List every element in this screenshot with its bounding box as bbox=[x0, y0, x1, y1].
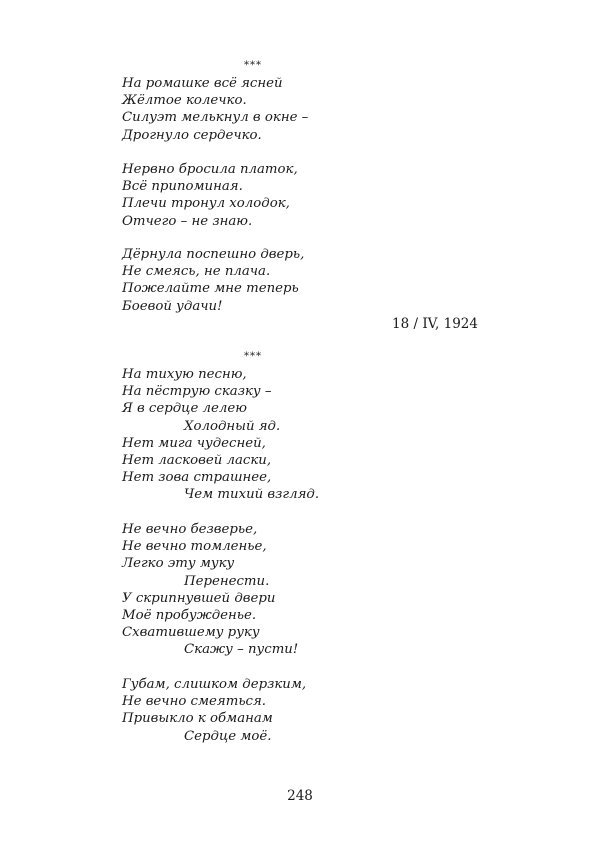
poem-line: Нет зова страшнее, bbox=[122, 470, 272, 486]
poem-line: Дёрнула поспешно дверь, bbox=[122, 247, 305, 262]
poem-line: Силуэт мелькнул в окне – bbox=[122, 110, 309, 126]
poem2-stanza-3 bbox=[122, 676, 306, 745]
poem-line: На пёструю сказку – bbox=[122, 384, 272, 400]
poem-line: Чем тихий взгляд. bbox=[184, 487, 320, 503]
poem-line: Привыкло к обманам bbox=[122, 711, 273, 727]
poem-line: Губам, слишком дерзким, bbox=[122, 677, 307, 692]
poem-date: 18 / IV, 1924 bbox=[392, 316, 478, 332]
poem-line: Нет ласковей ласки, bbox=[122, 453, 272, 469]
poem-separator: *** bbox=[244, 60, 262, 71]
poem-line: Перенести. bbox=[184, 573, 270, 589]
poem-line: Не вечно томленье, bbox=[122, 539, 267, 555]
poem-line: Моё пробужденье. bbox=[122, 608, 257, 624]
poem2-stanza-2 bbox=[122, 521, 298, 659]
poem-line: Не вечно безверье, bbox=[122, 522, 258, 537]
poem-line: Плечи тронул холодок, bbox=[122, 196, 290, 212]
poem-line: У скрипнувшей двери bbox=[122, 590, 276, 606]
poem1-stanza-3 bbox=[122, 246, 304, 315]
page-number: 248 bbox=[287, 788, 313, 804]
poem-line: Пожелайте мне теперь bbox=[122, 281, 299, 297]
poem-line: Сердце моё. bbox=[184, 728, 272, 744]
poem1-stanza-2 bbox=[122, 161, 298, 230]
poem-line: Не смеясь, не плача. bbox=[122, 264, 271, 280]
poem-line: Отчего – не знаю. bbox=[122, 213, 253, 229]
poem2-stanza-1 bbox=[122, 366, 319, 504]
poem-line: Холодный яд. bbox=[184, 418, 281, 434]
poem-line: Схватившему руку bbox=[122, 625, 260, 641]
poem-line: Дрогнуло сердечко. bbox=[122, 127, 262, 143]
poem-line: Не вечно смеяться. bbox=[122, 694, 267, 710]
poem-line: На ромашке всё ясней bbox=[122, 76, 283, 91]
poem1-stanza-1 bbox=[122, 75, 308, 144]
poem-line: Легко эту муку bbox=[122, 556, 235, 572]
poem-line: Боевой удачи! bbox=[122, 298, 223, 314]
poem-line: Скажу – пусти! bbox=[184, 642, 299, 658]
poem-line: На тихую песню, bbox=[122, 367, 247, 382]
poem-line: Нервно бросила платок, bbox=[122, 162, 298, 177]
poem-line: Всё припоминая. bbox=[122, 179, 243, 195]
poem-separator: *** bbox=[244, 351, 262, 362]
poem-line: Нет мига чудесней, bbox=[122, 435, 266, 451]
poem-line: Жёлтое колечко. bbox=[122, 93, 247, 109]
poem-line: Я в сердце лелею bbox=[122, 401, 247, 417]
